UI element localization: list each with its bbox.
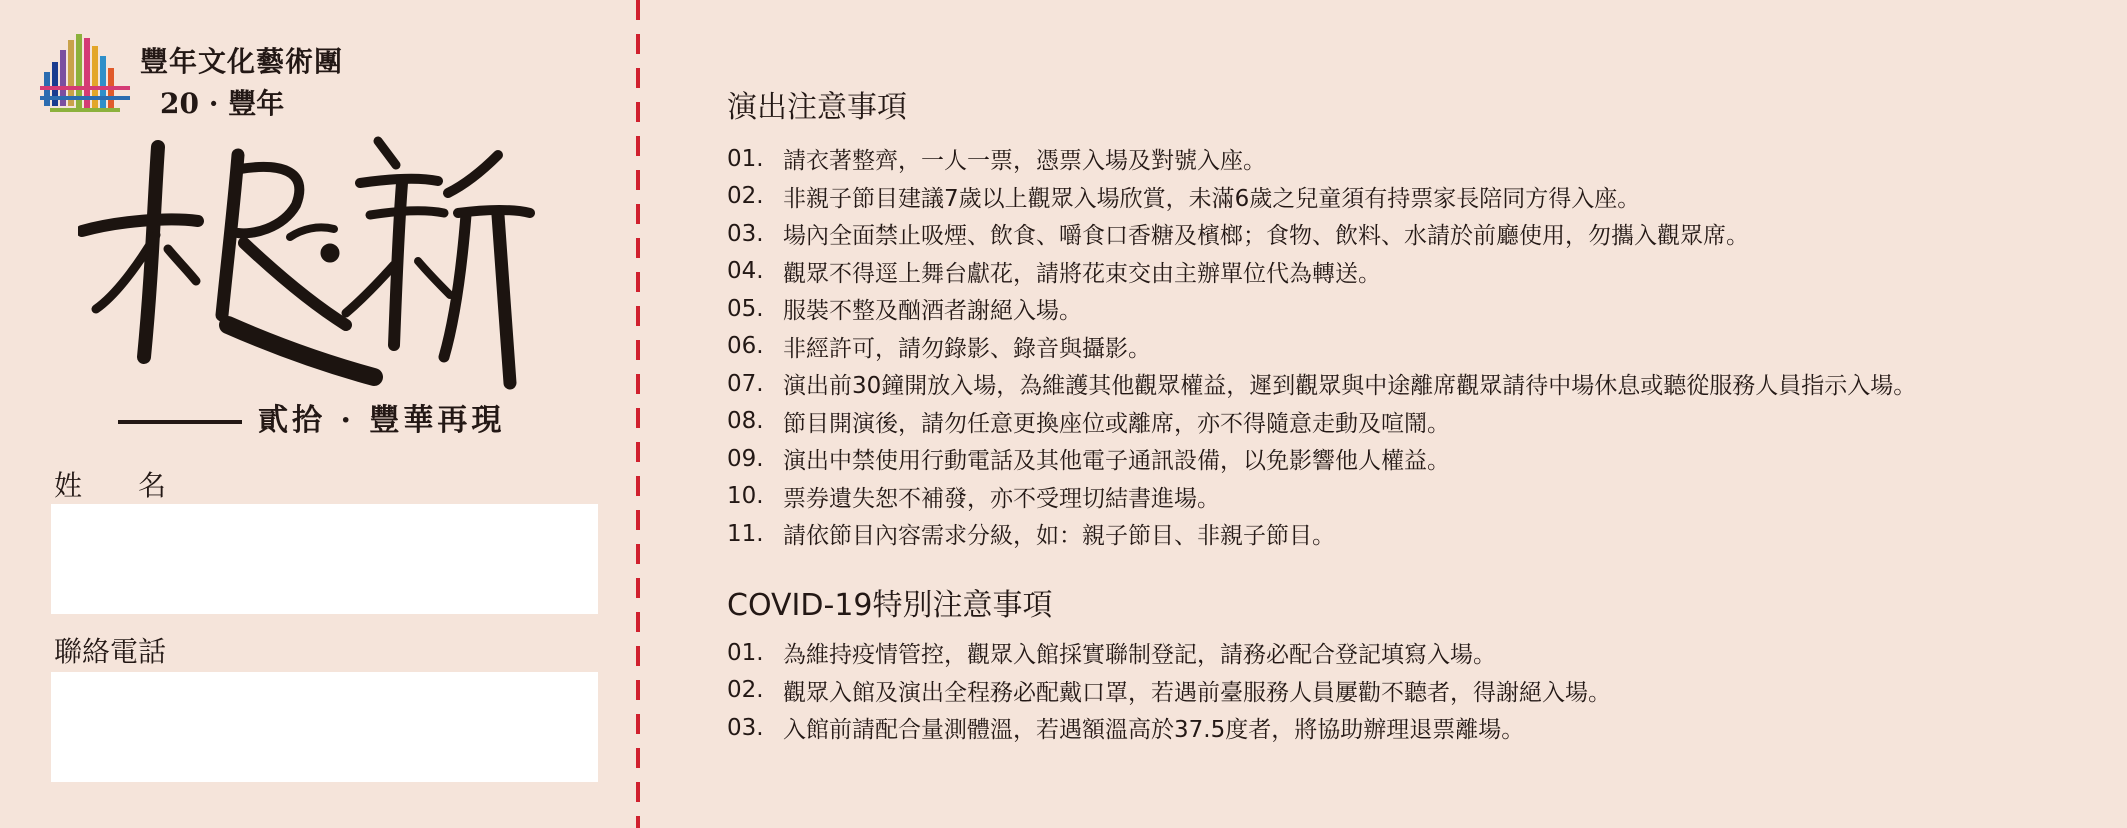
item-text: 請衣著整齊，一人一票，憑票入場及對號入座。: [783, 148, 1266, 175]
phone-field[interactable]: [51, 672, 598, 782]
list-item: [727, 440, 1916, 478]
phone-label: 聯絡電話: [54, 635, 167, 668]
item-text: 節目開演後，請勿任意更換座位或離席，亦不得隨意走動及喧鬧。: [783, 410, 1450, 437]
list-item: [727, 140, 1916, 178]
tagline: 貳拾 · 豐華再現: [258, 403, 506, 438]
list-item: [727, 403, 1916, 441]
list-item: [727, 672, 1611, 710]
covid-list: [727, 634, 1611, 747]
item-number: 06.: [727, 333, 764, 360]
item-number: 02.: [727, 677, 764, 704]
item-number: 05.: [727, 295, 764, 322]
list-item: [727, 515, 1916, 553]
item-number: 03.: [727, 714, 764, 741]
notes-list: [727, 140, 1916, 553]
item-number: 10.: [727, 483, 764, 510]
covid-title: COVID-19特別注意事項: [727, 588, 1053, 623]
item-text: 非親子節目建議7歲以上觀眾入場欣賞，未滿6歲之兒童須有持票家長陪同方得入座。: [783, 185, 1641, 212]
item-number: 01.: [727, 639, 764, 666]
list-item: [727, 365, 1916, 403]
calligraphy-title-artwork: [78, 125, 538, 390]
organization-name: 豐年文化藝術團: [140, 45, 344, 78]
name-label: 姓 名: [54, 469, 167, 502]
item-number: 04.: [727, 258, 764, 285]
list-item: [727, 290, 1916, 328]
name-field[interactable]: [51, 504, 598, 614]
list-item: [727, 215, 1916, 253]
anniversary-label: 20 · 豐年: [160, 87, 285, 120]
tagline-rule: [118, 420, 242, 424]
item-text: 觀眾入館及演出全程務必配戴口罩，若遇前臺服務人員屢勸不聽者，得謝絕入場。: [783, 679, 1611, 706]
list-item: [727, 178, 1916, 216]
item-text: 演出前30鐘開放入場，為維護其他觀眾權益，遲到觀眾與中途離席觀眾請待中場休息或聽從服務人員指示入場。: [783, 373, 1917, 400]
item-text: 票券遺失恕不補發，亦不受理切結書進場。: [783, 485, 1220, 512]
list-item: [727, 709, 1611, 747]
troupe-logo-icon: [40, 28, 136, 122]
item-text: 為維持疫情管控，觀眾入館採實聯制登記，請務必配合登記填寫入場。: [783, 642, 1496, 669]
item-number: 07.: [727, 370, 764, 397]
list-item: [727, 253, 1916, 291]
list-item: [727, 478, 1916, 516]
notes-title: 演出注意事項: [727, 90, 907, 125]
item-text: 觀眾不得逕上舞台獻花，請將花束交由主辦單位代為轉送。: [783, 260, 1381, 287]
item-text: 場內全面禁止吸煙、飲食、嚼食口香糖及檳榔；食物、飲料、水請於前廳使用，勿攜入觀眾席。: [783, 223, 1749, 250]
item-text: 請依節目內容需求分級，如：親子節目、非親子節目。: [783, 523, 1335, 550]
item-text: 入館前請配合量測體溫，若遇額溫高於37.5度者，將協助辦理退票離場。: [783, 717, 1525, 744]
ticket-stub: [0, 0, 636, 828]
item-number: 09.: [727, 445, 764, 472]
item-number: 11.: [727, 520, 764, 547]
list-item: [727, 634, 1611, 672]
item-text: 服裝不整及酗酒者謝絕入場。: [783, 298, 1082, 325]
item-number: 08.: [727, 408, 764, 435]
item-text: 非經許可，請勿錄影、錄音與攝影。: [783, 335, 1151, 362]
item-number: 03.: [727, 220, 764, 247]
item-number: 02.: [727, 183, 764, 210]
item-number: 01.: [727, 145, 764, 172]
item-text: 演出中禁使用行動電話及其他電子通訊設備，以免影響他人權益。: [783, 448, 1450, 475]
perforation-line: [636, 0, 640, 828]
list-item: [727, 328, 1916, 366]
